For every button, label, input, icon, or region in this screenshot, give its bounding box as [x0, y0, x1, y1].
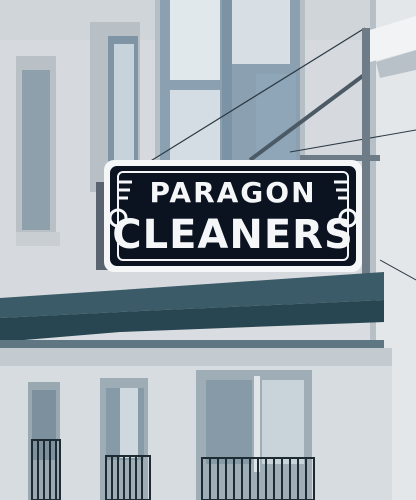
- lower-wall-shadow: [0, 348, 392, 366]
- large-window-pane-left-top: [170, 0, 220, 80]
- large-window-pane-left-bottom: [170, 90, 220, 165]
- sign-business-type: CLEANERS: [112, 212, 354, 258]
- left-window-glass: [22, 70, 50, 230]
- sign-business-name: PARAGON: [149, 176, 317, 209]
- large-window-mullion: [222, 0, 232, 170]
- lower-right-window-glass-left: [206, 380, 252, 464]
- ledge-shadow: [0, 340, 384, 348]
- paragon-cleaners-sign: [96, 160, 362, 272]
- sign-support-pole: [362, 28, 370, 278]
- left-window-sill: [16, 232, 60, 246]
- lower-right-window-glass-right: [262, 380, 304, 464]
- lower-middle-window-blind: [120, 388, 138, 458]
- large-window-pane-right-top: [230, 0, 290, 64]
